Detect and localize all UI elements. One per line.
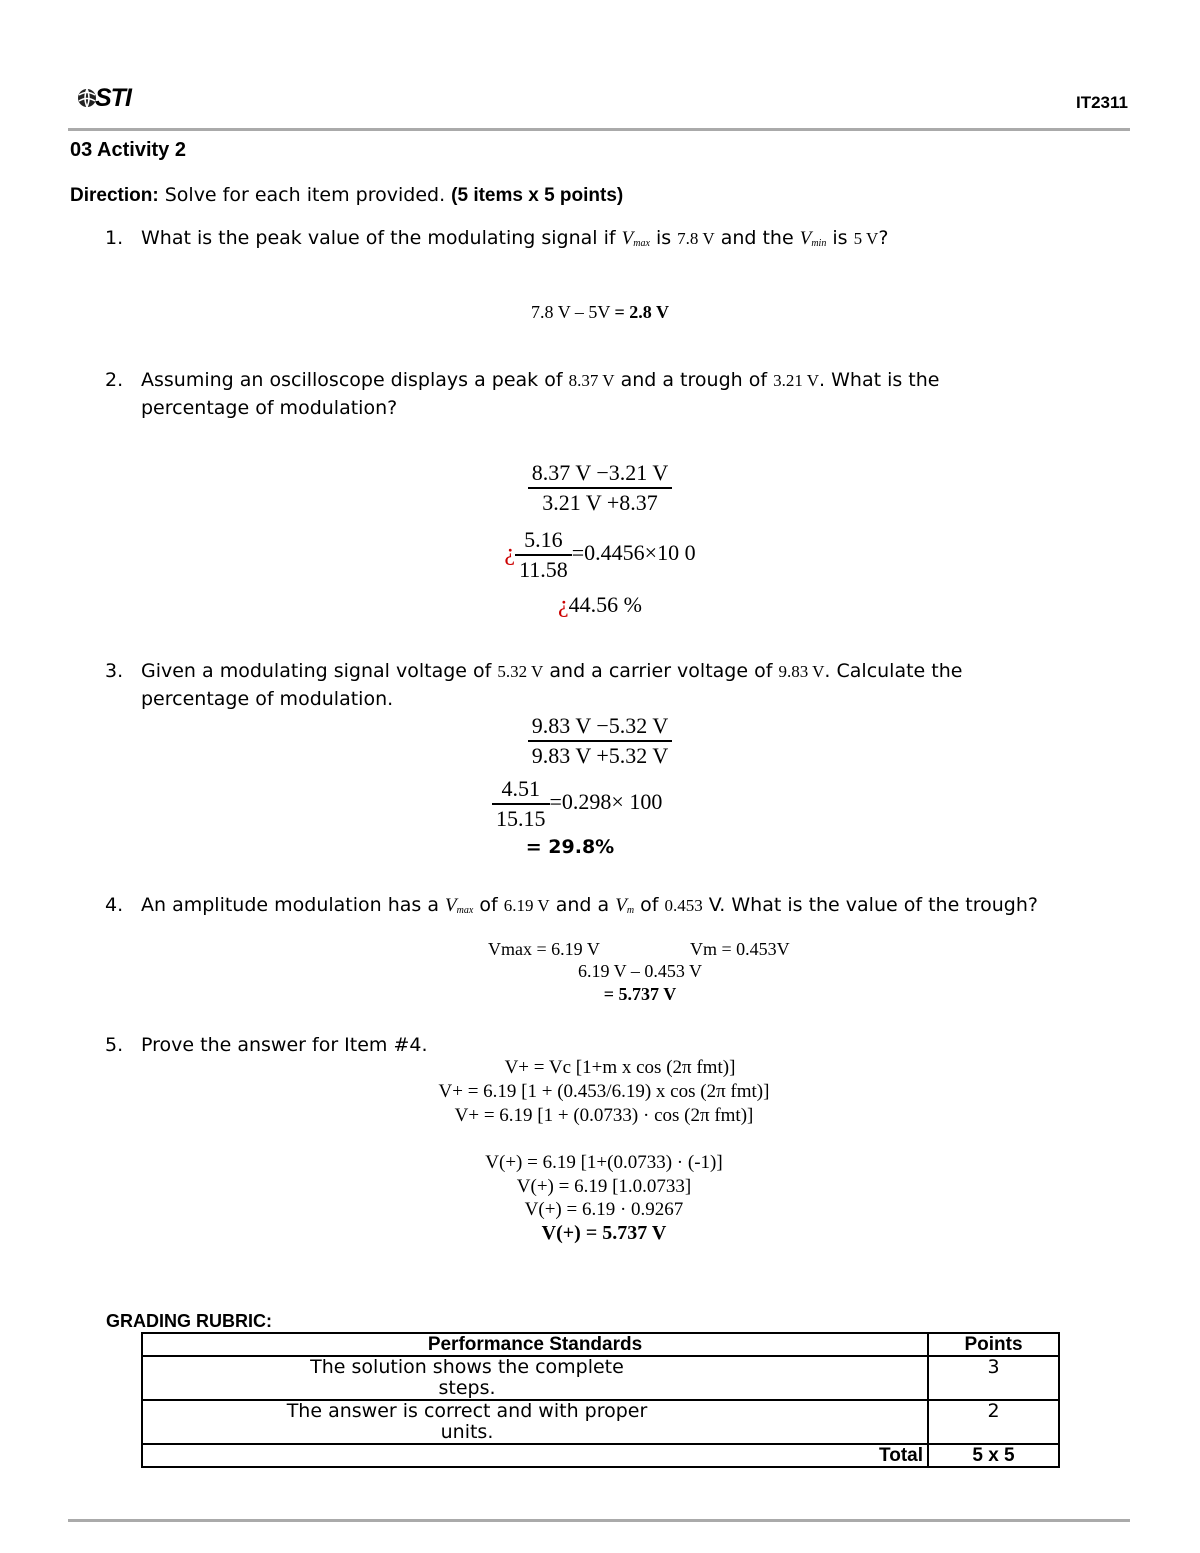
- item-question: An amplitude modulation has a $V_{max}$ of 6.19 V and a $V_m$ of 0.453 V. What is the value of the trough?: [141, 894, 1038, 916]
- result: 44.56 %: [568, 592, 642, 617]
- table-row: [142, 1400, 1059, 1444]
- item-question: What is the peak value of the modulating signal if $V_{max}$ is 7.8 V and the $V_{min}$ is 5 V?: [141, 227, 889, 249]
- vmin-symbol: $V_{min}$: [799, 228, 827, 249]
- answer-expr: 7.8 V – 5V: [531, 302, 615, 322]
- fraction-rest: =0.4456×10 0: [571, 540, 696, 566]
- denominator: 11.58: [519, 557, 568, 582]
- denominator: 15.15: [496, 806, 546, 831]
- proof-result: V(+) = 5.737 V: [541, 1222, 667, 1244]
- proof-line: V+ = 6.19 [1 + (0.453/6.19) x cos (2π fmt)]: [438, 1081, 770, 1102]
- error-glyph: ¿: [504, 540, 516, 567]
- item-4-calc: 6.19 V – 0.453 V: [577, 961, 703, 981]
- table-row: [142, 1356, 1059, 1400]
- direction-text: Solve for each item provided.: [158, 184, 452, 206]
- table-total-row: [142, 1444, 1059, 1467]
- item-number: 2.: [105, 369, 124, 391]
- proof-line: V(+) = 6.19 · 0.9267: [524, 1199, 684, 1220]
- answer-result: = 2.8 V: [614, 302, 669, 322]
- item-question-line2: percentage of modulation?: [141, 397, 398, 419]
- item-question: Prove the answer for Item #4.: [141, 1034, 428, 1056]
- vmax-symbol: $V_{max}$: [621, 228, 650, 249]
- numerator: 8.37 V −3.21 V: [528, 460, 673, 489]
- table-header-row: [142, 1333, 1059, 1356]
- item-2-fraction-2: [0, 527, 1200, 583]
- item-1-answer: [0, 302, 1200, 323]
- proof-line: V(+) = 6.19 [1+(0.0733) · (-1)]: [485, 1152, 723, 1173]
- direction: [70, 184, 623, 207]
- header-points: Points: [928, 1333, 1059, 1356]
- given-vm: Vm = 0.453V: [690, 939, 790, 959]
- standard-line: The solution shows the complete: [310, 1356, 624, 1378]
- points-cell: 3: [928, 1356, 1059, 1400]
- numerator: 4.51: [492, 776, 550, 805]
- item-question: Assuming an oscilloscope displays a peak of 8.37 V and a trough of 3.21 V. What is the: [141, 369, 940, 391]
- item-question: Given a modulating signal voltage of 5.32 V and a carrier voltage of 9.83 V. Calculate the: [141, 660, 963, 682]
- rubric-title: GRADING RUBRIC:: [106, 1311, 272, 1331]
- item-number: 1.: [105, 227, 124, 249]
- logo-text: STI: [95, 84, 131, 112]
- standard-line: steps.: [438, 1377, 496, 1399]
- proof-line: V+ = 6.19 [1 + (0.0733) · cos (2π fmt)]: [454, 1105, 754, 1126]
- header-standards: Performance Standards: [142, 1333, 928, 1356]
- total-value: 5 x 5: [928, 1444, 1059, 1467]
- header-rule: [68, 128, 1130, 131]
- item-2-result: [0, 592, 1200, 619]
- course-code: IT2311: [1076, 93, 1128, 112]
- item-question-line2: percentage of modulation.: [141, 688, 394, 710]
- standard-line: The answer is correct and with proper: [286, 1400, 648, 1422]
- direction-label: Direction:: [70, 185, 159, 206]
- total-label: Total: [142, 1444, 928, 1467]
- standard-cell: [142, 1356, 928, 1400]
- numerator: 9.83 V −5.32 V: [528, 713, 673, 742]
- fraction-rest: =0.298× 100: [549, 789, 663, 815]
- item-number: 4.: [105, 894, 124, 916]
- error-glyph: ¿: [558, 592, 569, 618]
- points-cell: 2: [928, 1400, 1059, 1444]
- page-title: 03 Activity 2: [70, 139, 186, 161]
- given-vmax: Vmax = 6.19 V: [488, 939, 600, 959]
- item-4-result: = 5.737 V: [603, 984, 677, 1004]
- proof-line: V(+) = 6.19 [1.0.0733]: [516, 1176, 692, 1197]
- rubric-table: [141, 1332, 1060, 1468]
- standard-line: units.: [440, 1421, 494, 1443]
- proof-line: V+ = Vc [1+m x cos (2π fmt)]: [504, 1057, 736, 1078]
- vmax-symbol: $V_{max}$: [445, 895, 474, 916]
- sti-logo: [76, 84, 138, 114]
- item-3-result: = 29.8%: [525, 836, 615, 858]
- denominator: 3.21 V +8.37: [542, 490, 658, 515]
- item-3-fraction-2: [492, 776, 662, 832]
- denominator: 9.83 V +5.32 V: [531, 743, 669, 768]
- footer-rule: [68, 1519, 1130, 1522]
- standard-cell: [142, 1400, 928, 1444]
- vm-symbol: $V_m$: [615, 895, 635, 916]
- item-3-fraction-1: [0, 713, 1200, 769]
- item-number: 3.: [105, 660, 124, 682]
- item-number: 5.: [105, 1034, 124, 1056]
- numerator: 5.16: [515, 527, 572, 556]
- direction-points: (5 items x 5 points): [451, 185, 624, 206]
- item-2-fraction-1: [0, 460, 1200, 516]
